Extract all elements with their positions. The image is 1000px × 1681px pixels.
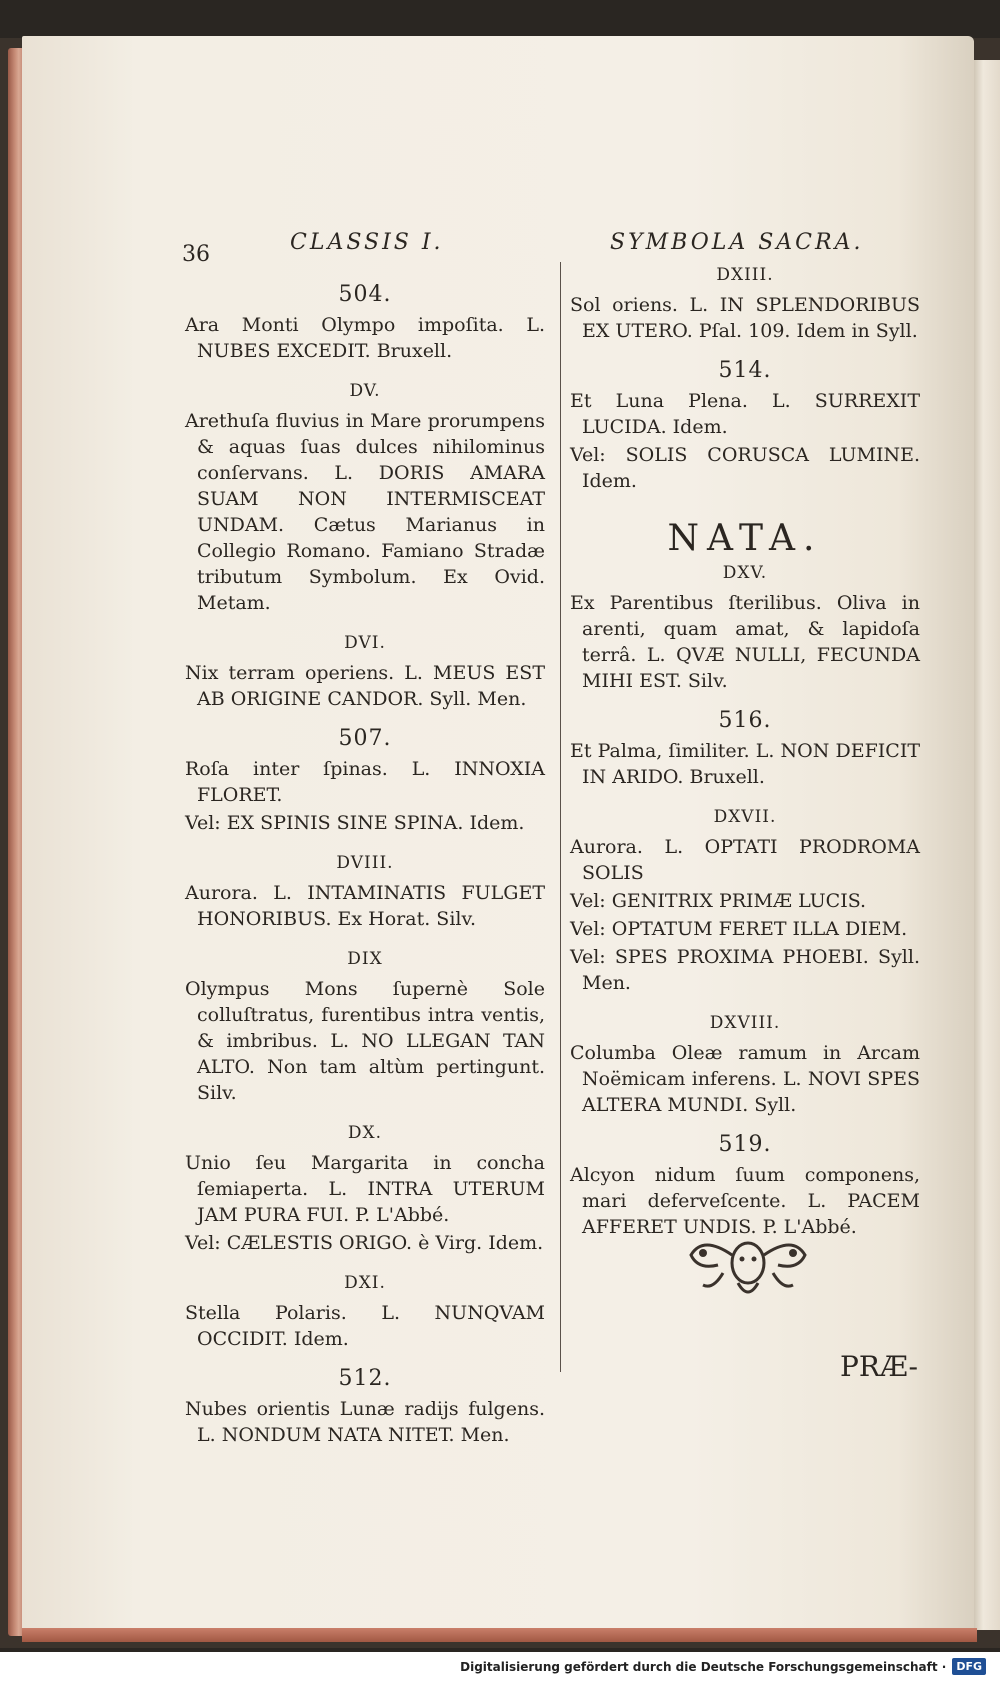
entry-number: DIX bbox=[347, 949, 383, 969]
entry-text: Alcyon nidum ſuum componens, mari deferveſcente. L. PACEM AFFERET UNDIS. P. L'Abbé. bbox=[570, 1164, 920, 1238]
entry-text: Vel: CÆLESTIS ORIGO. è Virg. Idem. bbox=[185, 1232, 544, 1254]
entry bbox=[570, 804, 920, 996]
entry bbox=[185, 282, 545, 364]
dfg-logo: DFG bbox=[952, 1658, 986, 1675]
entry bbox=[185, 726, 545, 836]
entry bbox=[570, 1010, 920, 1118]
entry-number: DVI. bbox=[344, 633, 386, 653]
footer-bar bbox=[0, 1652, 1000, 1681]
entry-text: Unio ſeu Margarita in concha ſemiaperta. L. INTRA UTERUM JAM PURA FUI. P. L'Abbé. bbox=[185, 1152, 545, 1226]
ornament-icon bbox=[683, 1225, 813, 1305]
entry bbox=[185, 1366, 545, 1448]
entry-text: Vel: SOLIS CORUSCA LUMINE. Idem. bbox=[570, 444, 920, 492]
catchword: PRÆ- bbox=[840, 1350, 918, 1383]
entry-number: DXV. bbox=[722, 563, 768, 583]
section-title: NATA. bbox=[667, 518, 823, 559]
entry-number: 512. bbox=[338, 1366, 392, 1391]
entry-text: Arethuſa fluvius in Mare prorumpens & aquas ſuas dulces nihilominus conſervans. L. DORIS AMARA SUAM NON INTERMISCEAT UNDAM. Cætus Marianus in Collegio Romano. Famiano Stradæ tributum Symbolum. Ex Ovid. Metam. bbox=[185, 410, 545, 614]
running-head-left: CLASSIS I. bbox=[290, 230, 444, 255]
entry-text: Et Palma, ſimiliter. L. NON DEFICIT IN ARIDO. Bruxell. bbox=[570, 740, 920, 788]
entry bbox=[570, 358, 920, 494]
entry-text: Ex Parentibus ſterilibus. Oliva in arenti, quam amat, & lapidoſa terrâ. L. QVÆ NULLI, FECUNDA MIHI EST. Silv. bbox=[570, 592, 920, 692]
entry-text: Vel: SPES PROXIMA PHOEBI. Syll. Men. bbox=[570, 946, 920, 994]
left-column bbox=[185, 282, 545, 1448]
entry-text: Et Luna Plena. L. SURREXIT LUCIDA. Idem. bbox=[570, 390, 920, 438]
entry bbox=[570, 708, 920, 790]
entry-text: Vel: OPTATUM FERET ILLA DIEM. bbox=[570, 918, 908, 940]
running-head-right: SYMBOLA SACRA. bbox=[610, 230, 864, 255]
entry-number: 504. bbox=[338, 282, 392, 307]
entry-text: Nubes orientis Lunæ radijs fulgens. L. NONDUM NATA NITET. Men. bbox=[185, 1398, 545, 1446]
footer-credit: Digitalisierung gefördert durch die Deutsche Forschungsgemeinschaft · bbox=[460, 1659, 947, 1674]
book-edge-right bbox=[972, 60, 1000, 1630]
entry-text: Vel: EX SPINIS SINE SPINA. Idem. bbox=[185, 812, 525, 834]
book-edge-bottom bbox=[22, 1628, 977, 1642]
entry-number: DVIII. bbox=[336, 853, 394, 873]
entry-number: DXIII. bbox=[716, 265, 774, 285]
entry-number: DXI. bbox=[344, 1273, 386, 1293]
entry-number: DXVII. bbox=[713, 807, 777, 827]
entry-number: 519. bbox=[718, 1132, 772, 1157]
entry-text: Sol oriens. L. IN SPLENDORIBUS EX UTERO. Pſal. 109. Idem in Syll. bbox=[570, 294, 920, 342]
entry-text: Aurora. L. INTAMINATIS FULGET HONORIBUS. Ex Horat. Silv. bbox=[185, 882, 545, 930]
entry-number: DV. bbox=[349, 381, 381, 401]
entry-text: Vel: GENITRIX PRIMÆ LUCIS. bbox=[570, 890, 867, 912]
entry bbox=[570, 1132, 920, 1240]
entry-number: 514. bbox=[718, 358, 772, 383]
entry-text: Olympus Mons ſupernè Sole colluſtratus, furentibus intra ventis, & imbribus. L. NO LLEGAN TAN ALTO. Non tam altùm pertingunt. Silv. bbox=[185, 978, 545, 1104]
column-rule bbox=[560, 262, 561, 1372]
entry bbox=[570, 262, 920, 344]
entry-text: Stella Polaris. L. NUNQVAM OCCIDIT. Idem. bbox=[185, 1302, 545, 1350]
entry bbox=[185, 1120, 545, 1256]
entry-text: Nix terram operiens. L. MEUS EST AB ORIGINE CANDOR. Syll. Men. bbox=[185, 662, 545, 710]
entry bbox=[185, 630, 545, 712]
entry-number: DX. bbox=[347, 1123, 383, 1143]
entry-number: 507. bbox=[338, 726, 392, 751]
right-entries-group bbox=[570, 262, 920, 494]
entry-text: Aurora. L. OPTATI PRODROMA SOLIS bbox=[570, 836, 920, 884]
entry-text: Roſa inter ſpinas. L. INNOXIA FLORET. bbox=[185, 758, 545, 806]
entry-number: DXVIII. bbox=[709, 1013, 781, 1033]
entry-text: Columba Oleæ ramum in Arcam Noëmicam inferens. L. NOVI SPES ALTERA MUNDI. Syll. bbox=[570, 1042, 920, 1116]
entry bbox=[570, 560, 920, 694]
entry bbox=[185, 850, 545, 932]
page-number: 36 bbox=[182, 242, 210, 267]
entry bbox=[185, 946, 545, 1106]
right-column bbox=[570, 262, 920, 1240]
right-entries-group-2 bbox=[570, 560, 920, 1240]
entry-text: Ara Monti Olympo impoſita. L. NUBES EXCEDIT. Bruxell. bbox=[185, 314, 545, 362]
entry bbox=[185, 378, 545, 616]
entry bbox=[185, 1270, 545, 1352]
entry-number: 516. bbox=[718, 708, 772, 733]
